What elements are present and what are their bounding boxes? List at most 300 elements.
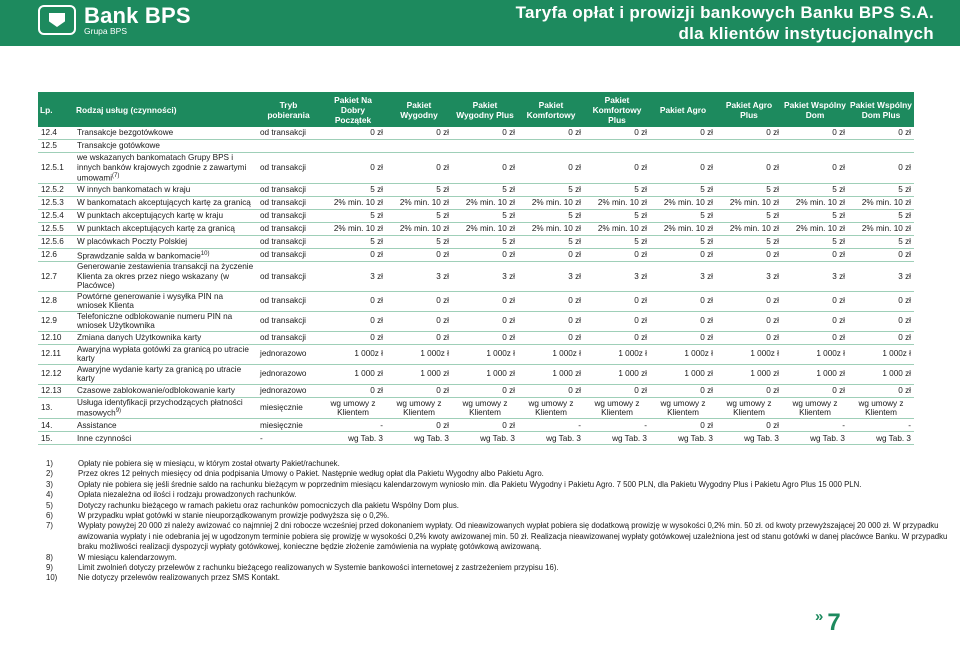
footnotes	[46, 459, 948, 584]
fee-value: 0 zł	[502, 316, 515, 326]
table-row	[38, 140, 914, 153]
fee-value: 0 zł	[832, 385, 845, 395]
fee-value: 0 zł	[502, 128, 515, 138]
fee-value: wg umowy z Klientem	[528, 398, 574, 418]
fee-value: 0 zł	[568, 316, 581, 326]
fee-value: 0 zł	[634, 385, 647, 395]
fee-value: 2% min. 10 zł	[399, 224, 449, 234]
fee-value: wg umowy z Klientem	[462, 398, 508, 418]
service-description	[74, 197, 257, 210]
fee-value: 0 zł	[568, 128, 581, 138]
fee-value: 0 zł	[502, 385, 515, 395]
footnote-number: 3)	[46, 479, 53, 489]
footnote-ref: 9)	[115, 408, 122, 415]
fee-value: 1 000z ł	[486, 349, 515, 359]
fee-value: 0 zł	[634, 128, 647, 138]
footnote-number: 9)	[46, 563, 53, 573]
fee-value: -	[842, 420, 845, 430]
row-number: 12.5.4	[41, 211, 64, 221]
fee-value: 5 zł	[898, 211, 911, 221]
footnote-text: W miesiącu kalendarzowym.	[78, 552, 177, 562]
fee-value: 5 zł	[370, 211, 383, 221]
footnote	[46, 469, 948, 479]
service-description-text: Czasowe zablokowanie/odblokowanie karty	[77, 385, 235, 395]
fee-value: 0 zł	[898, 128, 911, 138]
fee-value: 2% min. 10 zł	[795, 224, 845, 234]
charge-mode: od transakcji	[260, 185, 306, 195]
fee-value: 5 zł	[700, 237, 713, 247]
fee-value: wg Tab. 3	[546, 433, 581, 443]
brand-name: Bank BPS	[84, 3, 191, 28]
fee-value	[650, 140, 716, 153]
column-header: Pakiet Na Dobry Początek	[320, 92, 386, 127]
charge-mode: jednorazowo	[260, 369, 307, 379]
fee-value: wg umowy z Klientem	[594, 398, 640, 418]
charge-mode: od transakcji	[260, 128, 306, 138]
brand-subtitle: Grupa BPS	[84, 26, 127, 36]
fee-value: 2% min. 10 zł	[663, 198, 713, 208]
fee-value: 5 zł	[700, 211, 713, 221]
table-row	[38, 197, 914, 210]
footnote-number: 8)	[46, 552, 53, 562]
service-description-text: W bankomatach akceptujących kartę za granicą	[77, 198, 251, 208]
fee-value: 2% min. 10 zł	[399, 198, 449, 208]
service-description	[74, 364, 257, 384]
table-row	[38, 344, 914, 364]
footnote-number: 7)	[46, 521, 53, 531]
fee-value: 0 zł	[436, 163, 449, 173]
fee-value: 0 zł	[568, 296, 581, 306]
fee-value: 3 zł	[568, 271, 581, 281]
fee-value: 0 zł	[898, 316, 911, 326]
fee-value: 5 zł	[568, 185, 581, 195]
fee-value: 5 zł	[832, 237, 845, 247]
fee-value: -	[380, 420, 383, 430]
fee-value: 1 000z ł	[750, 349, 779, 359]
charge-mode: miesięcznie	[260, 420, 303, 430]
fee-value: 0 zł	[766, 385, 779, 395]
fee-value: 1 000z ł	[882, 349, 911, 359]
service-description	[74, 384, 257, 397]
fee-value: 0 zł	[766, 420, 779, 430]
row-number: 12.12	[41, 369, 62, 379]
fee-value: 0 zł	[370, 296, 383, 306]
fee-value: 0 zł	[700, 296, 713, 306]
table-row	[38, 127, 914, 140]
document-title	[516, 2, 934, 44]
fee-value	[848, 140, 914, 153]
fee-value: 5 zł	[502, 185, 515, 195]
fee-value: 2% min. 10 zł	[333, 198, 383, 208]
fee-value: 0 zł	[898, 250, 911, 260]
fee-value: 1 000 zł	[618, 369, 647, 379]
fee-value	[518, 140, 584, 153]
fee-value: 3 zł	[634, 271, 647, 281]
row-number: 12.5.5	[41, 224, 64, 234]
fee-value: 3 zł	[436, 271, 449, 281]
row-number: 12.5.1	[41, 163, 64, 173]
table-header-row	[38, 92, 914, 127]
fee-value: 0 zł	[832, 296, 845, 306]
fee-value: -	[578, 420, 581, 430]
footnote	[46, 511, 948, 521]
service-description-text: Telefoniczne odblokowanie numeru PIN na wniosek Użytkownika	[77, 311, 233, 331]
fee-value: 1 000z ł	[354, 349, 383, 359]
fee-value: 0 zł	[700, 332, 713, 342]
fee-value: 5 zł	[898, 185, 911, 195]
fee-value: 0 zł	[766, 250, 779, 260]
fee-value: 1 000 zł	[486, 369, 515, 379]
service-description	[74, 419, 257, 432]
table-row	[38, 397, 914, 419]
service-description-text: Awaryjna wypłata gotówki za granicą po utracie karty	[77, 344, 249, 364]
fee-value: 0 zł	[436, 296, 449, 306]
fee-value: wg Tab. 3	[876, 433, 911, 443]
service-description-text: Inne czynności	[77, 433, 132, 443]
page-number	[815, 608, 841, 637]
row-number: 12.8	[41, 296, 57, 306]
fee-value: 0 zł	[436, 420, 449, 430]
service-description	[74, 344, 257, 364]
fee-value: 0 zł	[700, 250, 713, 260]
row-number: 14.	[41, 420, 53, 430]
fee-value: 2% min. 10 zł	[663, 224, 713, 234]
row-number: 13.	[41, 403, 53, 413]
footnote-text: Dotyczy rachunku bieżącego w ramach pakietu oraz rachunków pomocniczych dla pakietu Wspólny Dom plus.	[78, 500, 459, 510]
service-description-text: we wskazanych bankomatach Grupy BPS i innych banków krajowych zgodnie z zawartymi umowami	[77, 153, 247, 183]
service-description-text: Zmiana danych Użytkownika karty	[77, 332, 202, 342]
service-description	[74, 262, 257, 292]
fee-value: 0 zł	[370, 385, 383, 395]
footnote-text: W przypadku wpłat gotówki w stanie nieuporządkowanym prowizje podwyższa się o 0,2%.	[78, 511, 390, 521]
fee-value: 0 zł	[634, 332, 647, 342]
table-row	[38, 262, 914, 292]
row-number: 15.	[41, 433, 53, 443]
row-number: 12.5	[41, 141, 57, 151]
fee-value: 1 000z ł	[618, 349, 647, 359]
service-description	[74, 291, 257, 311]
column-header: Rodzaj usług (czynności)	[74, 92, 257, 127]
table-row	[38, 432, 914, 445]
fee-value: 1 000z ł	[684, 349, 713, 359]
fee-value: 0 zł	[898, 163, 911, 173]
footnote-text: Przez okres 12 pełnych miesięcy od dnia podpisania Umowy o Pakiet. Następnie według opłat dla Pakietu Wygodny albo Pakietu Agro.	[78, 469, 544, 479]
fee-value: 0 zł	[436, 385, 449, 395]
fee-value: 5 zł	[502, 211, 515, 221]
footnote-text: Opłaty nie pobiera się jeśli średnie saldo na rachunku bieżącym w poprzednim miesiącu kalendarzowym wyniosło min. dla Pakietu Wygodny i Pakietu Agro. 7 500 PLN, dla Pakietu Wygodny Plus i Pakietu Agro Plus 15 000 PLN.	[78, 479, 862, 489]
fee-value: 5 zł	[832, 211, 845, 221]
fee-value: 0 zł	[370, 163, 383, 173]
footnote-text: Opłata niezależna od ilości i rodzaju prowadzonych rachunków.	[78, 490, 297, 500]
charge-mode: od transakcji	[260, 271, 306, 281]
fee-value: 0 zł	[700, 420, 713, 430]
charge-mode: od transakcji	[260, 211, 306, 221]
fee-value: 1 000z ł	[420, 349, 449, 359]
service-description-text: Transakcje bezgotówkowe	[77, 128, 174, 138]
footnote-text: Nie dotyczy przelewów realizowanych przez SMS Kontakt.	[78, 573, 280, 583]
footnote-ref: (7)	[112, 173, 120, 179]
fee-value: 0 zł	[898, 296, 911, 306]
fee-value: 0 zł	[502, 420, 515, 430]
charge-mode: od transakcji	[260, 250, 306, 260]
document-title-line1: Taryfa opłat i prowizji bankowych Banku BPS S.A.	[515, 3, 934, 22]
chevron-icon: »	[815, 608, 824, 625]
fee-value: 2% min. 10 zł	[729, 224, 779, 234]
fee-value: wg umowy z Klientem	[396, 398, 442, 418]
column-header: Pakiet Wygodny	[386, 92, 452, 127]
footnote	[46, 553, 948, 563]
fee-value: 2% min. 10 zł	[333, 224, 383, 234]
fee-value: 5 zł	[502, 237, 515, 247]
fee-value: 0 zł	[568, 332, 581, 342]
fee-value: 0 zł	[832, 128, 845, 138]
fee-value: 0 zł	[436, 316, 449, 326]
fee-value: 5 zł	[766, 185, 779, 195]
fee-value: 0 zł	[568, 385, 581, 395]
fee-value: wg Tab. 3	[414, 433, 449, 443]
fee-value: 5 zł	[436, 185, 449, 195]
column-header: Tryb pobierania	[257, 92, 320, 127]
footnote	[46, 573, 948, 583]
service-description-text: Powtórne generowanie i wysyłka PIN na wniosek Klienta	[77, 291, 224, 311]
fee-value: 2% min. 10 zł	[597, 224, 647, 234]
column-header: Pakiet Komfortowy	[518, 92, 584, 127]
fee-value: wg umowy z Klientem	[792, 398, 838, 418]
fee-value: -	[908, 420, 911, 430]
fee-value: wg Tab. 3	[678, 433, 713, 443]
service-description	[74, 127, 257, 140]
service-description-text: Sprawdzanie salda w bankomacie	[77, 251, 201, 261]
fee-value: 0 zł	[370, 332, 383, 342]
row-number: 12.13	[41, 385, 62, 395]
footnote-number: 4)	[46, 490, 53, 500]
table-row	[38, 384, 914, 397]
fee-value: 3 zł	[898, 271, 911, 281]
table-row	[38, 249, 914, 262]
fee-value: 0 zł	[634, 316, 647, 326]
fee-value: 2% min. 10 zł	[531, 198, 581, 208]
table-row	[38, 311, 914, 331]
fee-value: 0 zł	[634, 163, 647, 173]
fee-value: 0 zł	[436, 332, 449, 342]
fee-value: 2% min. 10 zł	[597, 198, 647, 208]
fee-value: 5 zł	[370, 185, 383, 195]
fee-value: 1 000 zł	[552, 369, 581, 379]
table-body	[38, 127, 914, 445]
service-description	[74, 184, 257, 197]
charge-mode: od transakcji	[260, 296, 306, 306]
fee-value: 2% min. 10 zł	[795, 198, 845, 208]
fee-value: 5 zł	[766, 237, 779, 247]
fee-value	[584, 140, 650, 153]
fee-value: 1 000 zł	[750, 369, 779, 379]
fee-value: 5 zł	[568, 211, 581, 221]
footnote	[46, 563, 948, 573]
fee-value: 5 zł	[370, 237, 383, 247]
fee-value: 5 zł	[634, 211, 647, 221]
bank-logo-icon	[38, 5, 76, 35]
footnote-ref: 10)	[200, 250, 210, 257]
footnote-text: Wypłaty powyżej 20 000 zł należy awizować co najmniej 2 dni robocze wcześniej przed dokonaniem wypłaty. Od nieawizowanych wypłat pobiera się dodatkową prowizję w wysokości 0,2% min. 50 zł. od kwoty przewyższającej 20 000 zł. W przypadku awizowania wypłaty i nie odebrania jej w ugodzonym terminie pobiera się prowizję w wysokości 0,2% kwoty awizowanej min. 50 zł. Realizacja nieawizowanej wypłaty gotówkowej uzależniona jest od stanu gotówki w danej placówce Banku. W przypadku braku możliwości realizacji dyspozycji wypłaty gotówkowej, konieczne będzie złożenie zamówienia na wypłatę gotówkową awizowaną.	[78, 521, 948, 552]
page-number-value: 7	[827, 609, 841, 636]
table-row	[38, 291, 914, 311]
service-description-text: Usługa identyfikacji przychodzących płatności masowych	[77, 397, 243, 418]
service-description-text: W punktach akceptujących kartę w kraju	[77, 211, 224, 221]
fee-value: wg umowy z Klientem	[660, 398, 706, 418]
fee-value: 5 zł	[898, 237, 911, 247]
fee-value: 3 zł	[370, 271, 383, 281]
service-description-text: W innych bankomatach w kraju	[77, 185, 191, 195]
page-header	[0, 0, 960, 46]
fee-value: 0 zł	[436, 128, 449, 138]
charge-mode: jednorazowo	[260, 385, 307, 395]
service-description	[74, 331, 257, 344]
fee-value: 0 zł	[700, 316, 713, 326]
service-description	[74, 249, 257, 262]
fee-value: 0 zł	[700, 385, 713, 395]
fee-value: wg umowy z Klientem	[330, 398, 376, 418]
column-header: Pakiet Wspólny Dom Plus	[848, 92, 914, 127]
table-row	[38, 223, 914, 236]
fee-value: 0 zł	[766, 128, 779, 138]
service-description-text: Assistance	[77, 420, 117, 430]
fee-value	[320, 140, 386, 153]
service-description-text: Generowanie zestawienia transakcji na życzenie Klienta za okres przez niego wskazany (w Placówce)	[77, 262, 254, 291]
charge-mode: od transakcji	[260, 237, 306, 247]
service-description-text: Awaryjne wydanie karty za granicą po utracie karty	[77, 364, 242, 384]
row-number: 12.9	[41, 316, 57, 326]
table-row	[38, 364, 914, 384]
footnote-number: 1)	[46, 459, 53, 468]
service-description	[74, 432, 257, 445]
footnote	[46, 521, 948, 552]
column-header: Pakiet Wspólny Dom	[782, 92, 848, 127]
fee-value: 5 zł	[700, 185, 713, 195]
fee-value: 0 zł	[370, 250, 383, 260]
table-row	[38, 419, 914, 432]
footnote-number: 10)	[46, 573, 58, 583]
footnote-text: Opłaty nie pobiera się w miesiącu, w którym został otwarty Pakiet/rachunek.	[78, 459, 340, 468]
fee-value: 0 zł	[832, 316, 845, 326]
fees-table	[38, 92, 914, 445]
fee-value: 5 zł	[634, 185, 647, 195]
fee-value: 1 000 zł	[420, 369, 449, 379]
fee-value: -	[644, 420, 647, 430]
fee-value: 0 zł	[700, 128, 713, 138]
service-description	[74, 311, 257, 331]
footnote-number: 2)	[46, 469, 53, 479]
row-number: 12.4	[41, 128, 57, 138]
fee-value: 0 zł	[436, 250, 449, 260]
fee-value: 0 zł	[568, 250, 581, 260]
table-row	[38, 236, 914, 249]
fee-value: wg Tab. 3	[810, 433, 845, 443]
service-description	[74, 153, 257, 184]
fee-value: 1 000z ł	[816, 349, 845, 359]
row-number: 12.11	[41, 349, 61, 359]
fee-value: 0 zł	[832, 163, 845, 173]
charge-mode: od transakcji	[260, 198, 306, 208]
fee-value: 1 000z ł	[552, 349, 581, 359]
table-row	[38, 210, 914, 223]
service-description-text: W placówkach Poczty Polskiej	[77, 237, 188, 247]
fee-value: 0 zł	[766, 332, 779, 342]
fee-value: wg Tab. 3	[480, 433, 515, 443]
fee-value: 0 zł	[766, 296, 779, 306]
fee-value: wg Tab. 3	[744, 433, 779, 443]
fee-value: 3 zł	[766, 271, 779, 281]
column-header: Pakiet Wygodny Plus	[452, 92, 518, 127]
fee-value: 3 zł	[502, 271, 515, 281]
footnote-number: 6)	[46, 511, 53, 521]
fee-value: 2% min. 10 zł	[465, 224, 515, 234]
fee-value: 5 zł	[634, 237, 647, 247]
row-number: 12.7	[41, 271, 57, 281]
fee-value: wg umowy z Klientem	[858, 398, 904, 418]
fee-value: 5 zł	[568, 237, 581, 247]
fee-value: 5 zł	[766, 211, 779, 221]
fee-value: 0 zł	[634, 296, 647, 306]
fee-value: 1 000 zł	[684, 369, 713, 379]
fee-value: 5 zł	[436, 211, 449, 221]
fee-value: 5 zł	[436, 237, 449, 247]
column-header: Lp.	[38, 92, 74, 127]
fee-value: 0 zł	[898, 385, 911, 395]
column-header: Pakiet Komfortowy Plus	[584, 92, 650, 127]
charge-mode: od transakcji	[260, 163, 306, 173]
fee-value: 0 zł	[568, 163, 581, 173]
fee-value	[386, 140, 452, 153]
service-description	[74, 236, 257, 249]
table-row	[38, 331, 914, 344]
footnote	[46, 490, 948, 500]
footnote	[46, 480, 948, 490]
fee-value: 0 zł	[502, 332, 515, 342]
fee-value: 0 zł	[898, 332, 911, 342]
fee-value: 3 zł	[700, 271, 713, 281]
table-row	[38, 153, 914, 184]
service-description	[74, 397, 257, 419]
charge-mode: -	[260, 433, 263, 443]
fee-value: wg Tab. 3	[612, 433, 647, 443]
fee-value	[452, 140, 518, 153]
fee-value: 1 000 zł	[354, 369, 383, 379]
service-description	[74, 140, 257, 153]
charge-mode: jednorazowo	[260, 349, 307, 359]
fee-value	[716, 140, 782, 153]
footnote-number: 5)	[46, 500, 53, 510]
charge-mode: od transakcji	[260, 224, 306, 234]
document-title-line2: dla klientów instytucjonalnych	[678, 24, 934, 43]
charge-mode	[257, 140, 320, 153]
fee-value: 2% min. 10 zł	[729, 198, 779, 208]
row-number: 12.5.2	[41, 185, 64, 195]
fee-value: wg umowy z Klientem	[726, 398, 772, 418]
fee-value: 2% min. 10 zł	[861, 198, 911, 208]
fee-value: 0 zł	[832, 250, 845, 260]
row-number: 12.5.6	[41, 237, 64, 247]
fee-value: 2% min. 10 zł	[861, 224, 911, 234]
service-description	[74, 210, 257, 223]
footnote-text: Limit zwolnień dotyczy przelewów z rachunku bieżącego realizowanych w Systemie bankowości internetowej z zastrzeżeniem przypisu 16).	[78, 563, 559, 573]
fee-value: 0 zł	[766, 163, 779, 173]
fee-value: wg Tab. 3	[348, 433, 383, 443]
fee-value: 3 zł	[832, 271, 845, 281]
column-header: Pakiet Agro Plus	[716, 92, 782, 127]
charge-mode: od transakcji	[260, 316, 306, 326]
footnote	[46, 501, 948, 511]
fee-value: 5 zł	[832, 185, 845, 195]
